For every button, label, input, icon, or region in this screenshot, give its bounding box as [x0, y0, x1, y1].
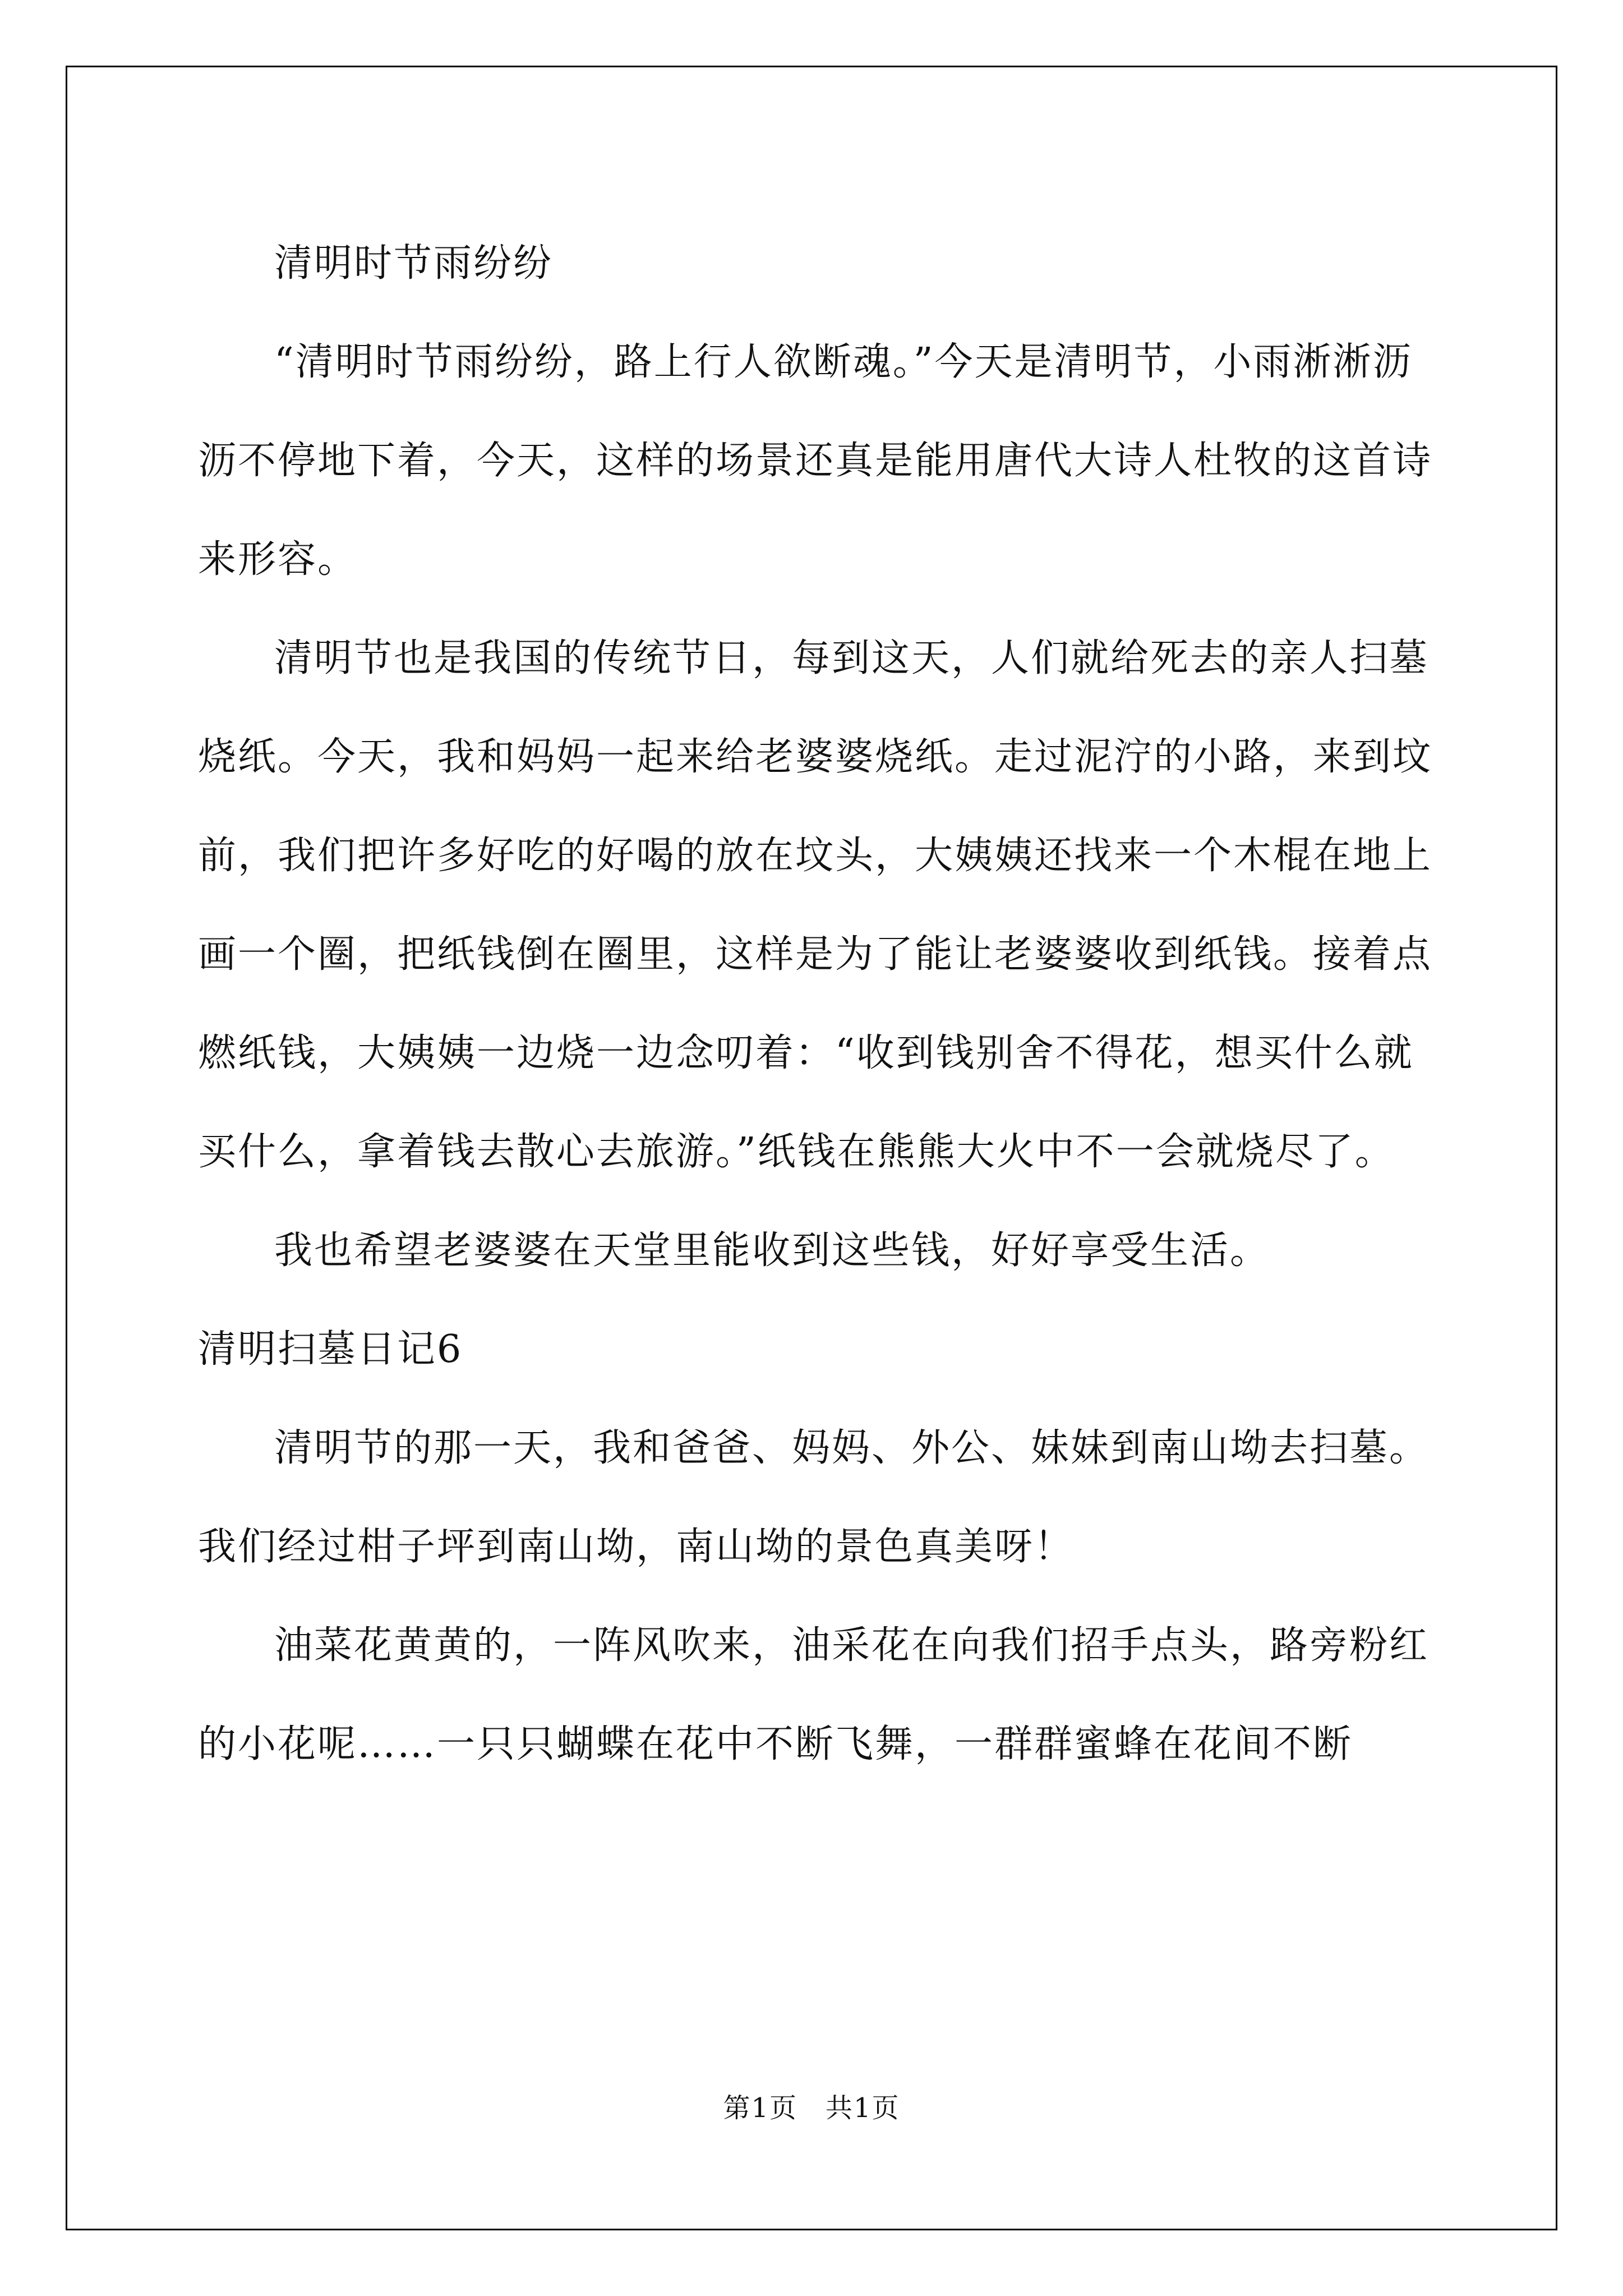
page-footer: 第1页 共1页	[723, 2092, 900, 2124]
paragraph-nanshan-trip: 清明节的那一天，我和爸爸、妈妈、外公、妹妹到南山坳去扫墓。我们经过柑子坪到南山坳，南山坳的景色真美呀！	[198, 1426, 1430, 1569]
paragraph-wish: 我也希望老婆婆在天堂里能收到这些钱，好好享受生活。	[274, 1228, 1270, 1273]
section-title-diary-6: 清明扫墓日记6	[198, 1327, 463, 1372]
document-body	[198, 214, 1437, 1794]
section-title-qingming-rain: 清明时节雨纷纷	[274, 241, 554, 286]
paragraph-poem-intro: “清明时节雨纷纷，路上行人欲断魂。”今天是清明节，小雨淅淅沥沥不停地下着，今天，这样的场景还真是能用唐代大诗人杜牧的这首诗来形容。	[198, 340, 1433, 582]
paragraph-flowers: 油菜花黄黄的，一阵风吹来，油采花在向我们招手点头，路旁粉红的小花呢……一只只蝴蝶在花中不断飞舞，一群群蜜蜂在花间不断	[198, 1623, 1430, 1766]
paragraph-tomb-sweeping: 清明节也是我国的传统节日，每到这天，人们就给死去的亲人扫墓烧纸。今天，我和妈妈一起来给老婆婆烧纸。走过泥泞的小路，来到坟前，我们把许多好吃的好喝的放在坟头，大姨姨还找来一个木棍在地上画一个圈，把纸钱倒在圈里，这样是为了能让老婆婆收到纸钱。接着点燃纸钱，大姨姨一边烧一边念叨着：“收到钱别舍不得花，想买什么就买什么，拿着钱去散心去旅游。”纸钱在熊熊大火中不一会就烧尽了。	[198, 636, 1433, 1174]
